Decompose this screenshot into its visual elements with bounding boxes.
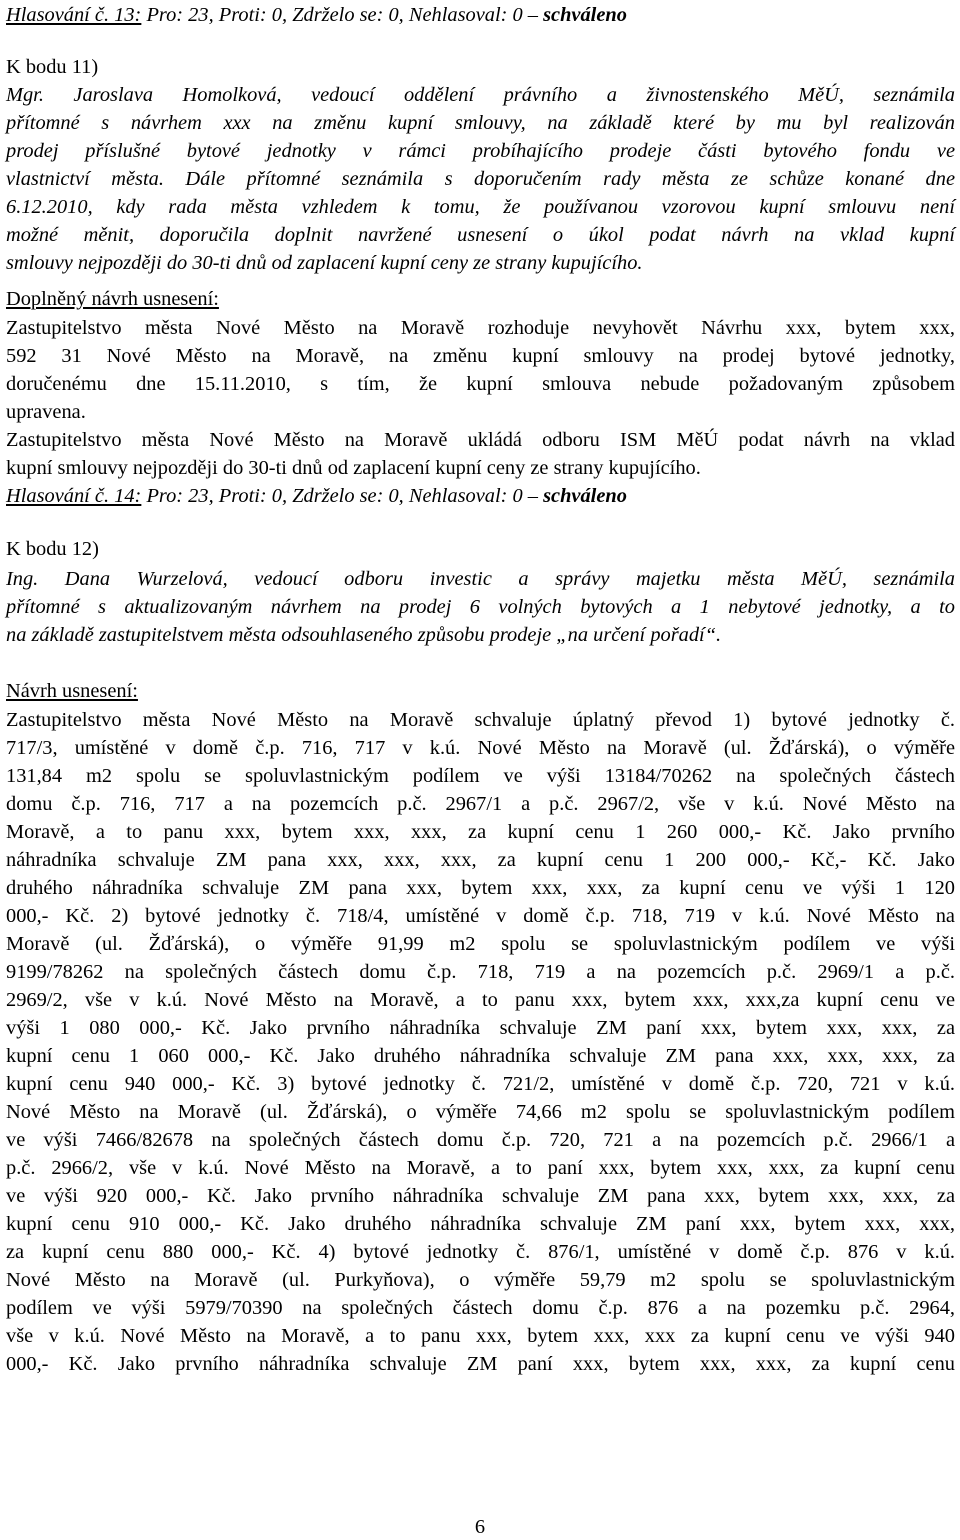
item-12-proposal-line: 2969/2, vše v k.ú. Nové Město na Moravě, a to panu xxx, bytem xxx, xxx,za kupní cenu ve xyxy=(6,989,955,1011)
page-number: 6 xyxy=(474,1516,486,1538)
item-12-proposal-line: Nové Město na Moravě (ul. Žďárská), o výměře 74,66 m2 spolu se spoluvlastnickým podílem xyxy=(6,1101,955,1123)
item-12-proposal-line: p.č. 2966/2, vše v k.ú. Nové Město na Moravě, a to paní xxx, bytem xxx, xxx, za kupní cenu xyxy=(6,1157,955,1179)
item-12-proposal-line: za kupní cenu 880 000,- Kč. 4) bytové jednotky č. 876/1, umístěné v domě č.p. 876 v k.ú. xyxy=(6,1241,955,1263)
vote-14-label: Hlasování č. 14: xyxy=(6,485,142,507)
item-11-report-line: přítomné s návrhem xxx na změnu kupní smlouvy, na základě které by mu byl realizován xyxy=(6,112,955,134)
vote-14-result: Pro: 23, Proti: 0, Zdrželo se: 0, Nehlasoval: 0 – xyxy=(141,485,544,507)
item-11-report-line: možné měnit, doporučila doplnit navržené usnesení o úkol podat návrh na vklad kupní xyxy=(6,224,955,246)
item-12-proposal-line: Moravě, a to panu xxx, bytem xxx, xxx, za kupní cenu 1 260 000,- Kč. Jako prvního xyxy=(6,821,955,843)
vote-13-result: Pro: 23, Proti: 0, Zdrželo se: 0, Nehlasoval: 0 – xyxy=(141,4,544,26)
item-11-report-line: Mgr. Jaroslava Homolková, vedoucí oddělení právního a živnostenského MěÚ, seznámila xyxy=(6,84,955,106)
item-12-proposal-label: Návrh usnesení: xyxy=(6,680,138,702)
item-12-proposal-line: 000,- Kč. 2) bytové jednotky č. 718/4, umístěné v domě č.p. 718, 719 v k.ú. Nové Město na xyxy=(6,905,955,927)
item-11-proposal-line: Zastupitelstvo města Nové Město na Moravě ukládá odboru ISM MěÚ podat návrh na vklad xyxy=(6,429,955,451)
item-12-proposal-line: druhého náhradníka schvaluje ZM pana xxx, bytem xxx, xxx, za kupní cenu ve výši 1 120 xyxy=(6,877,955,899)
item-12-proposal-line: 131,84 m2 spolu se spoluvlastnickým podílem ve výši 13184/70262 na společných částech xyxy=(6,765,955,787)
item-12-proposal-line: náhradníka schvaluje ZM pana xxx, xxx, xxx, za kupní cenu 1 200 000,- Kč,- Kč. Jako xyxy=(6,849,955,871)
item-12-proposal-line: ve výši 7466/82678 na společných částech domu č.p. 720, 721 a na pozemcích p.č. 2966/1 a xyxy=(6,1129,955,1151)
item-12-proposal-line: domu č.p. 716, 717 a na pozemcích p.č. 2967/1 a p.č. 2967/2, vše v k.ú. Nové Město na xyxy=(6,793,955,815)
vote-14-status: schváleno xyxy=(543,485,627,507)
item-11-proposal-line: doručenému dne 15.11.2010, s tím, že kupní smlouva nebude požadovaným způsobem xyxy=(6,373,955,395)
item-12-proposal-line: kupní cenu 1 060 000,- Kč. Jako druhého náhradníka schvaluje ZM pana xxx, xxx, xxx, za xyxy=(6,1045,955,1067)
item-11-proposal-line: kupní smlouvy nejpozději do 30-ti dnů od zaplacení kupní ceny ze strany kupujícího. xyxy=(6,457,701,479)
item-11-proposal-line: 592 31 Nové Město na Moravě, na změnu kupní smlouvy na prodej bytové jednotky, xyxy=(6,345,955,367)
item-12-proposal-line: vše v k.ú. Nové Město na Moravě, a to panu xxx, bytem xxx, xxx za kupní cenu ve výši 940 xyxy=(6,1325,955,1347)
vote-13-label: Hlasování č. 13: xyxy=(6,4,142,26)
vote-14-line xyxy=(6,483,955,509)
item-12-proposal-line: 717/3, umístěné v domě č.p. 716, 717 v k.ú. Nové Město na Moravě (ul. Žďárská), o výměře xyxy=(6,737,955,759)
item-11-heading: K bodu 11) xyxy=(6,56,99,78)
item-12-proposal-line: Moravě (ul. Žďárská), o výměře 91,99 m2 spolu se spoluvlastnickým podílem ve výši xyxy=(6,933,955,955)
item-11-proposal-line: upravena. xyxy=(6,401,86,423)
item-12-proposal-line: ve výši 920 000,- Kč. Jako prvního náhradníka schvaluje ZM pana xxx, bytem xxx, xxx, za xyxy=(6,1185,955,1207)
item-12-proposal-line: 000,- Kč. Jako prvního náhradníka schvaluje ZM paní xxx, bytem xxx, xxx, za kupní cenu xyxy=(6,1353,955,1375)
item-12-heading: K bodu 12) xyxy=(6,538,99,560)
item-12-proposal-line: Nové Město na Moravě (ul. Purkyňova), o výměře 59,79 m2 spolu se spoluvlastnickým xyxy=(6,1269,955,1291)
item-11-report-line: vlastnictví města. Dále přítomné seznámila s doporučením rady města ze schůze konané dne xyxy=(6,168,955,190)
item-12-report-line: Ing. Dana Wurzelová, vedoucí odboru investic a správy majetku města MěÚ, seznámila xyxy=(6,568,955,590)
item-12-proposal-line: kupní cenu 940 000,- Kč. 3) bytové jednotky č. 721/2, umístěné v domě č.p. 720, 721 v k.ú. xyxy=(6,1073,955,1095)
item-11-report-line: prodej příslušné bytové jednotky v rámci probíhajícího prodeje části bytového fondu ve xyxy=(6,140,955,162)
vote-13-status: schváleno xyxy=(543,4,627,26)
item-11-proposal-line: Zastupitelstvo města Nové Město na Moravě rozhoduje nevyhovět Návrhu xxx, bytem xxx, xyxy=(6,317,955,339)
item-11-report-line: smlouvy nejpozději do 30-ti dnů od zaplacení kupní ceny ze strany kupujícího. xyxy=(6,252,643,274)
item-12-proposal-line: podílem ve výši 5979/70390 na společných částech domu č.p. 876 a na pozemku p.č. 2964, xyxy=(6,1297,955,1319)
item-12-proposal-line: kupní cenu 910 000,- Kč. Jako druhého náhradníka schvaluje ZM paní xxx, bytem xxx, xxx, xyxy=(6,1213,955,1235)
item-12-proposal-line: Zastupitelstvo města Nové Město na Moravě schvaluje úplatný převod 1) bytové jednotky č. xyxy=(6,709,955,731)
item-12-report-line: přítomné s aktualizovaným návrhem na prodej 6 volných bytových a 1 nebytové jednotky, a to xyxy=(6,596,955,618)
item-11-report-line: 6.12.2010, kdy rada města vzhledem k tomu, že používanou vzorovou kupní smlouvu není xyxy=(6,196,955,218)
item-11-proposal-label: Doplněný návrh usnesení: xyxy=(6,288,219,310)
item-12-proposal-line: 9199/78262 na společných částech domu č.p. 718, 719 a na pozemcích p.č. 2969/1 a p.č. xyxy=(6,961,955,983)
vote-13-line xyxy=(6,2,955,28)
item-12-proposal-line: výši 1 080 000,- Kč. Jako prvního náhradníka schvaluje ZM paní xxx, bytem xxx, xxx, za xyxy=(6,1017,955,1039)
item-12-report-line: na základě zastupitelstvem města odsouhlaseného způsobu prodeje „na určení pořadí“. xyxy=(6,624,722,646)
